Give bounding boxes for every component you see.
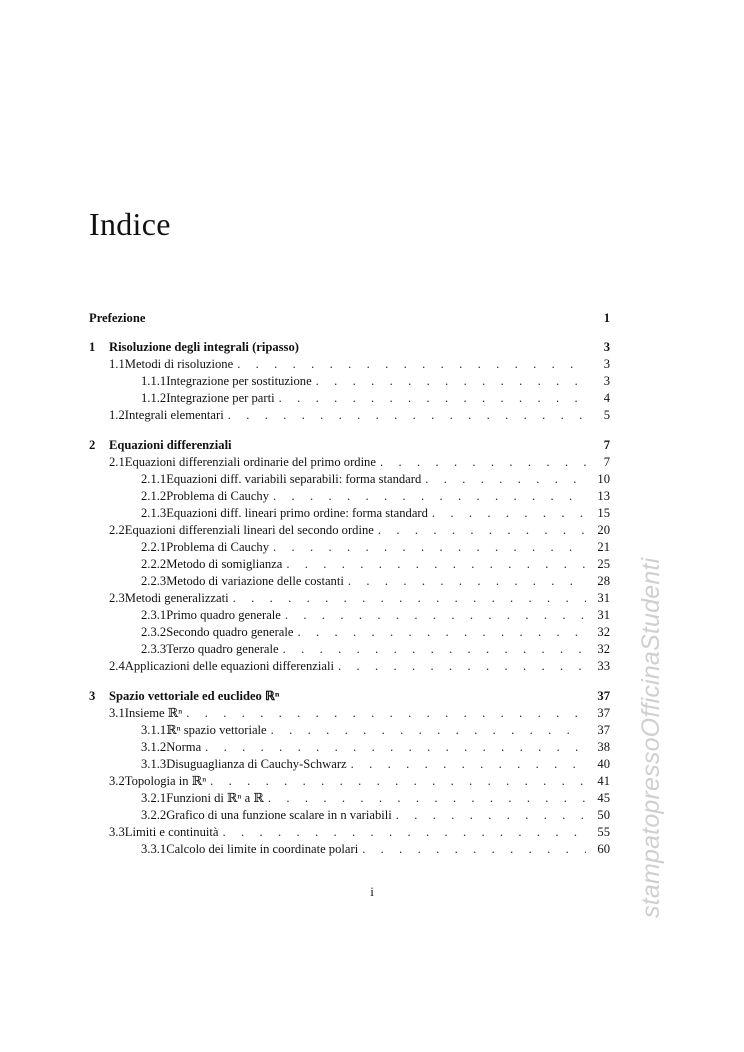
toc-entry-page: 50 — [597, 808, 610, 822]
toc-entry-number: 2.3.2 — [141, 625, 167, 639]
toc-entry-section[interactable] — [89, 824, 610, 841]
table-of-contents — [89, 310, 610, 858]
toc-entry-page: 25 — [597, 557, 610, 571]
toc-entry-page: 3 — [603, 340, 610, 354]
dot-leader — [316, 373, 586, 390]
toc-entry-subsection[interactable] — [89, 488, 610, 505]
toc-entry-page: 31 — [597, 591, 610, 605]
toc-entry-subsection[interactable] — [89, 390, 610, 407]
toc-entry-page: 31 — [597, 608, 610, 622]
toc-entry-number: 3.1 — [109, 706, 125, 720]
toc-entry-section[interactable] — [89, 658, 610, 675]
toc-entry-number: 2.1 — [109, 455, 125, 469]
dot-leader — [283, 641, 586, 658]
dot-leader — [338, 658, 586, 675]
toc-entry-page: 20 — [597, 523, 610, 537]
toc-entry-page: 3 — [603, 374, 610, 388]
toc-entry-title: Applicazioni delle equazioni differenziali — [124, 659, 334, 673]
toc-entry-number: 2.2.3 — [141, 574, 167, 588]
toc-entry-title: Secondo quadro generale — [166, 625, 294, 639]
toc-entry-number: 3.1.3 — [141, 757, 167, 771]
toc-entry-subsection[interactable] — [89, 722, 610, 739]
toc-entry-number: 3.2 — [109, 774, 125, 788]
toc-entry-title: Problema di Cauchy — [166, 540, 270, 554]
toc-entry-title: Spazio vettoriale ed euclideo ℝⁿ — [109, 689, 280, 703]
toc-entry-title: Metodo di variazione delle costanti — [166, 574, 344, 588]
toc-entry-number: 2 — [89, 438, 96, 452]
toc-entry-page: 15 — [597, 506, 610, 520]
toc-entry-page: 40 — [597, 757, 610, 771]
toc-entry-title: ℝⁿ spazio vettoriale — [166, 723, 267, 737]
toc-entry-number: 3.2.1 — [141, 791, 167, 805]
toc-entry-title: Primo quadro generale — [166, 608, 281, 622]
dot-leader — [186, 705, 586, 722]
dot-leader — [222, 824, 586, 841]
toc-entry-page: 32 — [597, 625, 610, 639]
dot-leader — [228, 407, 586, 424]
toc-entry-page: 60 — [597, 842, 610, 856]
toc-entry-page: 21 — [597, 540, 610, 554]
toc-entry-title: Equazioni diff. lineari primo ordine: forma standard — [166, 506, 428, 520]
toc-entry-number: 2.1.3 — [141, 506, 167, 520]
dot-leader — [268, 790, 586, 807]
toc-entry-number: 1.2 — [109, 408, 125, 422]
toc-entry-section[interactable] — [89, 454, 610, 471]
toc-entry-subsection[interactable] — [89, 505, 610, 522]
toc-entry-number: 2.2.1 — [141, 540, 167, 554]
toc-entry-title: Equazioni diff. variabili separabili: forma standard — [166, 472, 422, 486]
toc-entry-title: Funzioni di ℝⁿ a ℝ — [166, 791, 264, 805]
dot-leader — [273, 539, 586, 556]
toc-entry-number: 3.3.1 — [141, 842, 167, 856]
toc-entry-subsection[interactable] — [89, 539, 610, 556]
toc-entry-title: Equazioni differenziali — [109, 438, 232, 452]
toc-entry-subsection[interactable] — [89, 556, 610, 573]
toc-entry-subsection[interactable] — [89, 471, 610, 488]
toc-entry-number: 1.1.2 — [141, 391, 167, 405]
watermark: stampatopressoOfficinaStudenti — [637, 557, 665, 918]
toc-entry-title: Equazioni differenziali ordinarie del primo ordine — [124, 455, 376, 469]
dot-leader — [351, 756, 586, 773]
toc-entry-number: 2.1.2 — [141, 489, 167, 503]
toc-entry-number: 2.2 — [109, 523, 125, 537]
toc-entry-number: 2.4 — [109, 659, 125, 673]
dot-leader — [285, 607, 586, 624]
toc-entry-page: 41 — [597, 774, 610, 788]
toc-entry-chapter[interactable] — [89, 437, 610, 454]
dot-leader — [380, 454, 586, 471]
toc-entry-number: 2.3.1 — [141, 608, 167, 622]
toc-entry-title: Grafico di una funzione scalare in n variabili — [166, 808, 392, 822]
toc-entry-number: 1.1 — [109, 357, 125, 371]
toc-entry-title: Limiti e continuità — [124, 825, 219, 839]
toc-entry-page: 7 — [603, 438, 610, 452]
toc-entry-page: 37 — [597, 723, 610, 737]
toc-entry-section[interactable] — [89, 522, 610, 539]
page-title: Indice — [89, 206, 171, 242]
dot-leader — [205, 739, 586, 756]
toc-entry-page: 32 — [597, 642, 610, 656]
toc-entry-title: Calcolo dei limite in coordinate polari — [166, 842, 359, 856]
toc-entry-page: 13 — [597, 489, 610, 503]
toc-entry-page: 37 — [597, 689, 610, 703]
dot-leader — [348, 573, 586, 590]
toc-entry-subsection[interactable] — [89, 607, 610, 624]
toc-entry-title: Metodi generalizzati — [124, 591, 229, 605]
dot-leader — [378, 522, 586, 539]
toc-entry-page: 5 — [603, 408, 610, 422]
toc-entry-page: 33 — [597, 659, 610, 673]
dot-leader — [237, 356, 586, 373]
toc-entry-title: Norma — [166, 740, 202, 754]
dot-leader — [273, 488, 586, 505]
toc-entry-page: 4 — [603, 391, 610, 405]
dot-leader — [233, 590, 586, 607]
toc-entry-subsection[interactable] — [89, 641, 610, 658]
dot-leader — [210, 773, 586, 790]
toc-entry-title: Terzo quadro generale — [166, 642, 279, 656]
toc-entry-number: 3.3 — [109, 825, 125, 839]
toc-entry-title: Insieme ℝⁿ — [124, 706, 183, 720]
toc-entry-page: 55 — [597, 825, 610, 839]
toc-entry-page: 37 — [597, 706, 610, 720]
toc-entry-subsection[interactable] — [89, 841, 610, 858]
toc-entry-page: 10 — [597, 472, 610, 486]
dot-leader — [297, 624, 586, 641]
toc-entry-title: Topologia in ℝⁿ — [124, 774, 207, 788]
toc-entry-title: Equazioni differenziali lineari del secondo ordine — [124, 523, 374, 537]
toc-entry-section[interactable] — [89, 590, 610, 607]
toc-entry-subsection[interactable] — [89, 573, 610, 590]
dot-leader — [432, 505, 586, 522]
toc-entry-number: 2.3 — [109, 591, 125, 605]
toc-entry-number: 2.1.1 — [141, 472, 167, 486]
toc-entry-page: 7 — [603, 455, 610, 469]
toc-entry-subsection[interactable] — [89, 807, 610, 824]
toc-entry-number: 1.1.1 — [141, 374, 167, 388]
dot-leader — [362, 841, 586, 858]
toc-entry-number: 3.2.2 — [141, 808, 167, 822]
toc-entry-section[interactable] — [89, 773, 610, 790]
toc-entry-title: Metodo di somiglianza — [166, 557, 283, 571]
toc-entry-number: 3.1.2 — [141, 740, 167, 754]
toc-entry-number: 2.2.2 — [141, 557, 167, 571]
toc-entry-page: 28 — [597, 574, 610, 588]
dot-leader — [279, 390, 586, 407]
toc-entry-title: Disuguaglianza di Cauchy-Schwarz — [166, 757, 347, 771]
toc-entry-title: Problema di Cauchy — [166, 489, 270, 503]
toc-entry-number: 3 — [89, 689, 96, 703]
toc-entry-subsection[interactable] — [89, 624, 610, 641]
toc-entry-section[interactable] — [89, 356, 610, 373]
toc-entry-number: 1 — [89, 340, 96, 354]
toc-entry-title: Integrali elementari — [124, 408, 224, 422]
toc-entry-subsection[interactable] — [89, 756, 610, 773]
dot-leader — [271, 722, 586, 739]
toc-entry-title: Integrazione per parti — [166, 391, 275, 405]
toc-entry-subsection[interactable] — [89, 373, 610, 390]
toc-entry-subsection[interactable] — [89, 739, 610, 756]
toc-entry-chapter[interactable] — [89, 339, 610, 356]
dot-leader — [396, 807, 586, 824]
toc-entry-subsection[interactable] — [89, 790, 610, 807]
toc-entry-section[interactable] — [89, 407, 610, 424]
dot-leader — [286, 556, 586, 573]
toc-entry-chapter[interactable] — [89, 310, 610, 327]
dot-leader — [425, 471, 586, 488]
toc-entry-section[interactable] — [89, 705, 610, 722]
toc-entry-title: Metodi di risoluzione — [124, 357, 234, 371]
toc-entry-title: Integrazione per sostituzione — [166, 374, 312, 388]
toc-entry-page: 1 — [603, 311, 610, 325]
toc-entry-number: 3.1.1 — [141, 723, 167, 737]
page-number: i — [370, 884, 374, 899]
toc-entry-chapter[interactable] — [89, 688, 610, 705]
toc-entry-title: Risoluzione degli integrali (ripasso) — [109, 340, 299, 354]
toc-entry-page: 3 — [603, 357, 610, 371]
toc-entry-page: 45 — [597, 791, 610, 805]
toc-entry-page: 38 — [597, 740, 610, 754]
toc-entry-number: 2.3.3 — [141, 642, 167, 656]
toc-entry-title: Prefezione — [89, 311, 146, 325]
